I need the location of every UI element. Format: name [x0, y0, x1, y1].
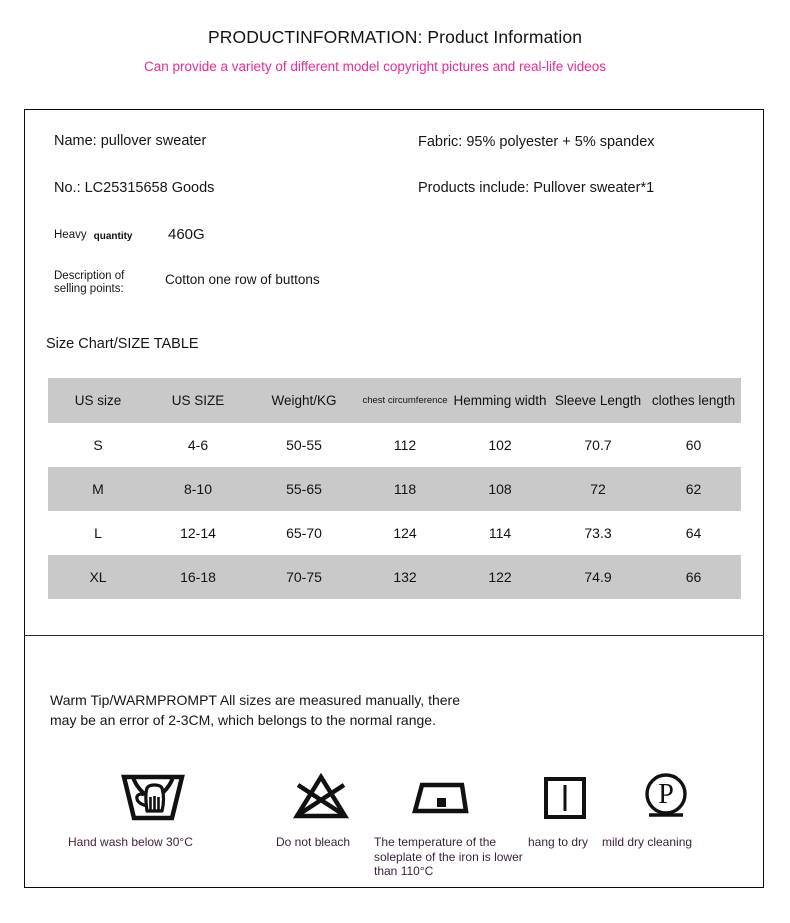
size-chart-cell: 65-70 [286, 525, 322, 541]
size-chart-cell: 66 [685, 569, 702, 585]
size-chart-cell: XL [89, 569, 107, 585]
selling-points-label [54, 270, 150, 295]
table-row [48, 555, 741, 599]
size-chart-cell: 112 [393, 437, 417, 453]
table-row [48, 467, 741, 511]
size-chart-cell: 72 [590, 481, 606, 497]
svg-text:P: P [658, 779, 674, 810]
care-item-iron [372, 768, 542, 879]
table-row [48, 511, 741, 555]
care-item-mild-dry-cleaning [602, 768, 782, 850]
size-chart-header-cell: chest circumference [362, 395, 448, 406]
care-caption-mild-dry-cleaning: mild dry cleaning [602, 835, 693, 849]
size-chart-cell: 12-14 [180, 525, 216, 541]
size-chart-cell: 73.3 [584, 525, 612, 541]
size-chart-cell: 124 [393, 525, 417, 541]
size-chart-body [48, 423, 741, 599]
size-chart-header-cell: clothes length [651, 392, 736, 408]
care-item-do-not-bleach [266, 768, 376, 850]
product-name: Name: pullover sweater [54, 133, 207, 149]
size-chart-cell: 70.7 [584, 437, 612, 453]
size-chart-cell: 8-10 [183, 481, 213, 497]
size-chart-cell: 50-55 [286, 437, 322, 453]
care-caption-do-not-bleach: Do not bleach [276, 835, 351, 849]
heavy-quantity-label-sub: quantity [93, 231, 133, 242]
care-caption-hang-to-dry: hang to dry [528, 835, 589, 849]
size-chart-header-cell: Weight/KG [271, 392, 337, 408]
heavy-quantity-value: 460G [168, 226, 205, 243]
iron-low-temp-icon [372, 768, 542, 826]
selling-points-label-line2: selling points: [54, 282, 124, 295]
size-chart-header-cell: US size [74, 392, 122, 408]
size-chart-cell: M [92, 481, 104, 497]
products-include: Products include: Pullover sweater*1 [418, 180, 655, 196]
size-chart-cell: 16-18 [180, 569, 216, 585]
selling-points-row [54, 270, 320, 295]
product-info-right-column [418, 134, 738, 226]
care-item-hang-to-dry [520, 768, 610, 850]
size-chart-cell: 102 [488, 437, 512, 453]
heavy-quantity-label-colon: : [172, 475, 175, 486]
size-chart-header-row [48, 378, 741, 423]
size-chart-title: Size Chart/SIZE TABLE [46, 336, 199, 352]
do-not-bleach-icon [266, 768, 376, 826]
product-info-left-column [54, 133, 404, 227]
selling-points-value: Cotton one row of buttons [165, 272, 320, 287]
size-chart-cell: 70-75 [286, 569, 322, 585]
size-chart-cell: S [93, 437, 103, 453]
heavy-quantity-label-word: Heavy [54, 229, 87, 241]
size-chart-cell: 62 [685, 481, 702, 497]
care-symbols-row [52, 768, 752, 883]
panel-divider [24, 635, 764, 636]
size-chart-cell: 60 [685, 437, 702, 453]
hand-wash-icon [52, 768, 282, 826]
size-chart-cell: 114 [488, 525, 512, 541]
care-item-hand-wash [52, 768, 282, 850]
table-row [48, 423, 741, 467]
size-chart-table [48, 378, 741, 599]
mild-dry-clean-p-icon [602, 768, 782, 826]
size-chart-cell: 132 [393, 569, 417, 585]
size-chart-cell: 108 [488, 481, 512, 497]
product-number: No.: LC25315658 Goods [54, 180, 215, 196]
care-caption-iron: The temperature of the soleplate of the iron is lower than 110°C [374, 835, 523, 878]
size-chart-header-cell: Sleeve Length [554, 392, 642, 408]
size-chart-header-cell: US SIZE [171, 392, 225, 408]
hang-to-dry-icon [520, 768, 610, 826]
size-chart-cell: 122 [488, 569, 512, 585]
size-chart-cell: 118 [393, 481, 417, 497]
size-chart-cell: 74.9 [584, 569, 612, 585]
page-subtitle: Can provide a variety of different model copyright pictures and real-life videos [144, 59, 606, 74]
size-chart-cell: 4-6 [187, 437, 209, 453]
page-title: PRODUCTINFORMATION: Product Information [207, 27, 583, 47]
size-chart-header-cell: Hemming width [453, 392, 547, 408]
selling-points-label-line1: Description of [54, 270, 125, 282]
product-fabric: Fabric: 95% polyester + 5% spandex [418, 134, 655, 150]
care-caption-hand-wash: Hand wash below 30°C [68, 835, 193, 849]
warm-tip-text: Warm Tip/WARMPROMPT All sizes are measured manually, there may be an error of 2-3CM, which belongs to the normal range. [50, 692, 460, 728]
size-chart-cell: 55-65 [286, 481, 322, 497]
size-chart-cell: 64 [685, 525, 702, 541]
size-chart-cell: L [94, 525, 102, 541]
